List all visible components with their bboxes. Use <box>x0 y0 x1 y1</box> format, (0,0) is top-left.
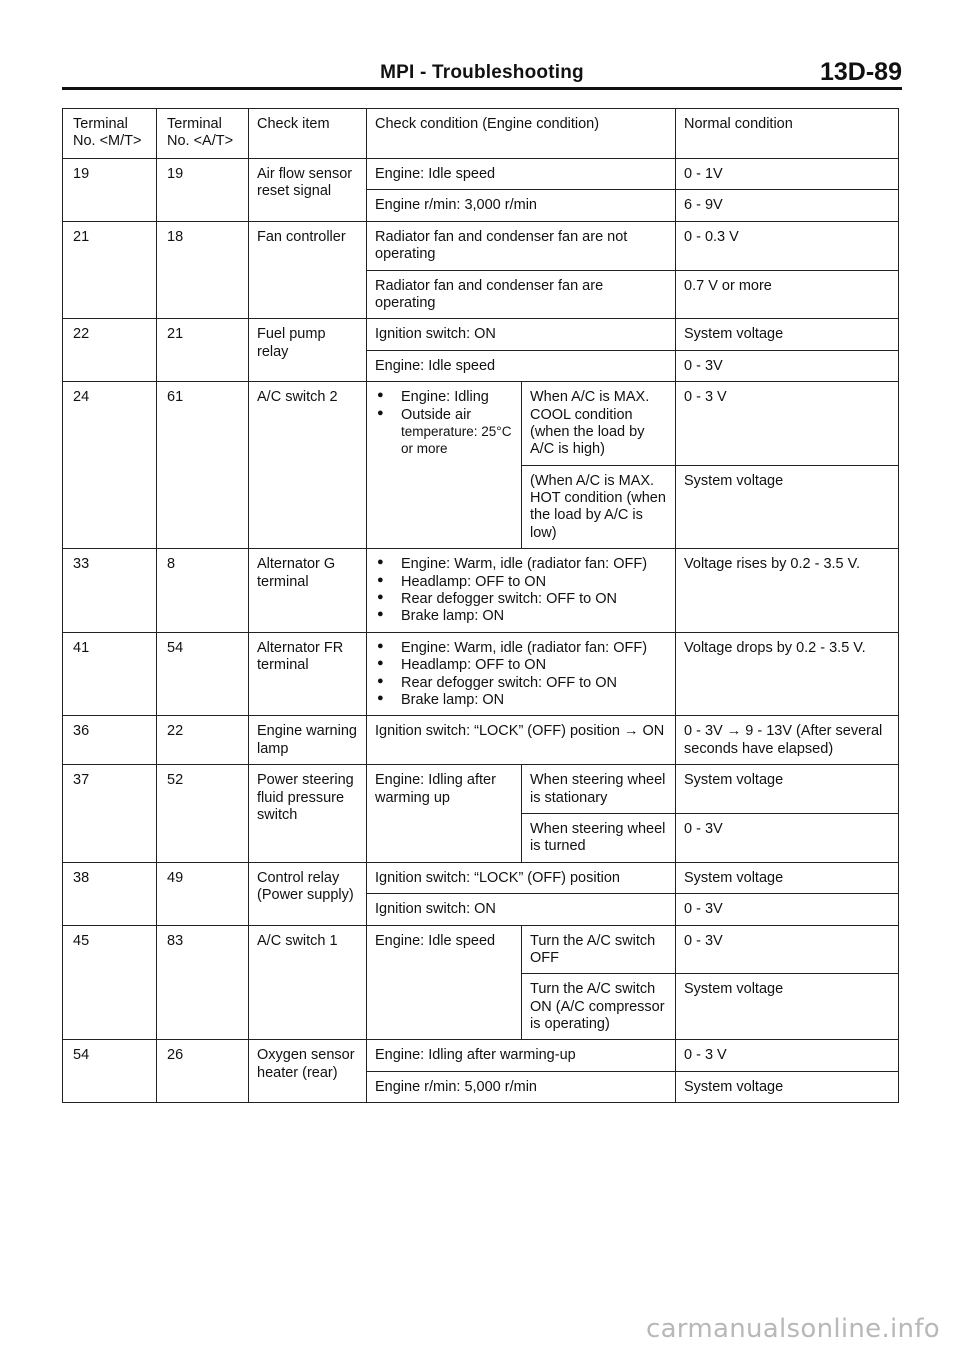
normal-condition-cell: System voltage <box>676 974 899 1040</box>
sub-condition-cell: (When A/C is MAX. HOT condition (when the load by A/C is low) <box>522 465 676 549</box>
terminal-mt-cell: 37 <box>63 765 157 863</box>
terminal-at-cell: 61 <box>157 382 249 549</box>
check-item-cell: Alternator FR terminal <box>249 632 367 716</box>
terminal-mt-cell: 54 <box>63 1040 157 1103</box>
bullet-item: ● Headlamp: OFF to ON <box>375 574 667 591</box>
check-condition-cell: Engine r/min: 3,000 r/min <box>367 190 676 221</box>
check-condition-cell: Engine: Idle speed <box>367 159 676 190</box>
bullet-item: ● Engine: Warm, idle (radiator fan: OFF) <box>375 556 667 573</box>
check-condition-cell: Engine: Idle speed <box>367 925 522 1040</box>
check-condition-cell: Engine: Idling after warming-up <box>367 1040 676 1071</box>
check-condition-cell: Radiator fan and condenser fan are operating <box>367 270 676 319</box>
page-title: MPI - Troubleshooting <box>380 62 584 83</box>
normal-condition-cell: 0 - 3V → 9 - 13V (After several seconds have elapsed) <box>676 716 899 765</box>
check-item-cell: Oxygen sensor heater (rear) <box>249 1040 367 1103</box>
terminal-at-cell: 19 <box>157 159 249 222</box>
normal-condition-cell: System voltage <box>676 319 899 350</box>
header-rule <box>62 87 902 90</box>
terminal-mt-cell: 19 <box>63 159 157 222</box>
check-item-cell: Control relay (Power supply) <box>249 862 367 925</box>
bullet-subtext: temperature: 25°C or more <box>401 423 512 457</box>
check-condition-cell: Ignition switch: ON <box>367 894 676 925</box>
terminal-at-cell: 52 <box>157 765 249 863</box>
sub-condition-cell: Turn the A/C switch OFF <box>522 925 676 974</box>
check-condition-cell <box>367 382 522 549</box>
normal-condition-cell: 6 - 9V <box>676 190 899 221</box>
terminal-mt-cell: 45 <box>63 925 157 1040</box>
page-header <box>62 58 902 90</box>
terminal-mt-cell: 22 <box>63 319 157 382</box>
bullet-item: ● Rear defogger switch: OFF to ON <box>375 675 667 692</box>
check-condition-cell: Engine: Idle speed <box>367 350 676 381</box>
terminal-at-cell: 18 <box>157 221 249 319</box>
terminal-at-cell: 54 <box>157 632 249 716</box>
terminal-check-table <box>62 108 899 1103</box>
watermark: carmanualsonline.info <box>645 1314 940 1344</box>
terminal-mt-cell: 33 <box>63 549 157 633</box>
table-header-row <box>63 109 899 159</box>
table-row <box>63 159 899 190</box>
bullet-item: ● Brake lamp: ON <box>375 608 667 625</box>
normal-condition-cell: 0 - 3V <box>676 925 899 974</box>
table-row <box>63 221 899 270</box>
check-item-cell: Air flow sensor reset signal <box>249 159 367 222</box>
check-item-cell: A/C switch 1 <box>249 925 367 1040</box>
condition-bullet-list <box>375 389 513 459</box>
bullet-item: ● Engine: Warm, idle (radiator fan: OFF) <box>375 640 667 657</box>
table-row <box>63 925 899 974</box>
check-condition-cell: Radiator fan and condenser fan are not operating <box>367 221 676 270</box>
sub-condition-cell: When steering wheel is turned <box>522 813 676 862</box>
normal-condition-cell: 0 - 3V <box>676 350 899 381</box>
condition-bullet-list <box>375 556 667 626</box>
terminal-at-cell: 83 <box>157 925 249 1040</box>
check-condition-cell: Engine r/min: 5,000 r/min <box>367 1071 676 1102</box>
table-row <box>63 382 899 466</box>
normal-condition-cell: System voltage <box>676 465 899 549</box>
sub-condition-cell: When steering wheel is stationary <box>522 765 676 814</box>
check-item-cell: Engine warning lamp <box>249 716 367 765</box>
condition-bullet-list <box>375 640 667 710</box>
normal-condition-cell: 0 - 3V <box>676 894 899 925</box>
sub-condition-text: When A/C is MAX. COOL condition <box>530 389 650 423</box>
normal-condition-cell: 0 - 3V <box>676 813 899 862</box>
bullet-item <box>375 407 513 459</box>
table-row <box>63 716 899 765</box>
page-number: 13D-89 <box>820 58 902 86</box>
check-item-cell: Fuel pump relay <box>249 319 367 382</box>
terminal-mt-cell: 38 <box>63 862 157 925</box>
check-condition-cell: Ignition switch: “LOCK” (OFF) position → ON <box>367 716 676 765</box>
header-check-condition: Check condition (Engine condition) <box>367 109 676 159</box>
bullet-text: Outside air <box>401 406 472 423</box>
terminal-mt-cell: 21 <box>63 221 157 319</box>
normal-condition-cell: Voltage rises by 0.2 - 3.5 V. <box>676 549 899 633</box>
bullet-item: ● Rear defogger switch: OFF to ON <box>375 591 667 608</box>
normal-condition-cell: 0 - 1V <box>676 159 899 190</box>
check-condition-cell: Ignition switch: ON <box>367 319 676 350</box>
terminal-mt-cell: 41 <box>63 632 157 716</box>
table-row <box>63 1040 899 1071</box>
header-terminal-mt: Terminal No. <M/T> <box>63 109 157 159</box>
terminal-at-cell: 26 <box>157 1040 249 1103</box>
header-normal-condition: Normal condition <box>676 109 899 159</box>
check-condition-cell: Engine: Idling after warming up <box>367 765 522 863</box>
bullet-item: ● Engine: Idling <box>375 389 513 406</box>
header-check-item: Check item <box>249 109 367 159</box>
check-condition-cell <box>367 632 676 716</box>
normal-condition-cell: System voltage <box>676 765 899 814</box>
header-terminal-at: Terminal No. <A/T> <box>157 109 249 159</box>
check-condition-cell: Ignition switch: “LOCK” (OFF) position <box>367 862 676 893</box>
sub-condition-cell: Turn the A/C switch ON (A/C compressor is operating) <box>522 974 676 1040</box>
table-row <box>63 319 899 350</box>
normal-condition-cell: 0.7 V or more <box>676 270 899 319</box>
sub-condition-cell <box>522 382 676 466</box>
terminal-mt-cell: 36 <box>63 716 157 765</box>
table-row <box>63 632 899 716</box>
normal-condition-cell: System voltage <box>676 1071 899 1102</box>
terminal-mt-cell: 24 <box>63 382 157 549</box>
normal-condition-cell: Voltage drops by 0.2 - 3.5 V. <box>676 632 899 716</box>
check-item-cell: Fan controller <box>249 221 367 319</box>
normal-condition-cell: System voltage <box>676 862 899 893</box>
table-row <box>63 862 899 893</box>
terminal-at-cell: 22 <box>157 716 249 765</box>
normal-condition-cell: 0 - 3 V <box>676 382 899 466</box>
check-item-cell: A/C switch 2 <box>249 382 367 549</box>
terminal-at-cell: 8 <box>157 549 249 633</box>
terminal-at-cell: 21 <box>157 319 249 382</box>
table-row <box>63 765 899 814</box>
terminal-at-cell: 49 <box>157 862 249 925</box>
bullet-item: ● Headlamp: OFF to ON <box>375 657 667 674</box>
check-condition-cell <box>367 549 676 633</box>
normal-condition-cell: 0 - 3 V <box>676 1040 899 1071</box>
check-item-cell: Alternator G terminal <box>249 549 367 633</box>
check-item-cell: Power steering fluid pressure switch <box>249 765 367 863</box>
bullet-item: ● Brake lamp: ON <box>375 692 667 709</box>
normal-condition-cell: 0 - 0.3 V <box>676 221 899 270</box>
sub-condition-note: (when the load by A/C is high) <box>530 423 645 458</box>
table-row <box>63 549 899 633</box>
